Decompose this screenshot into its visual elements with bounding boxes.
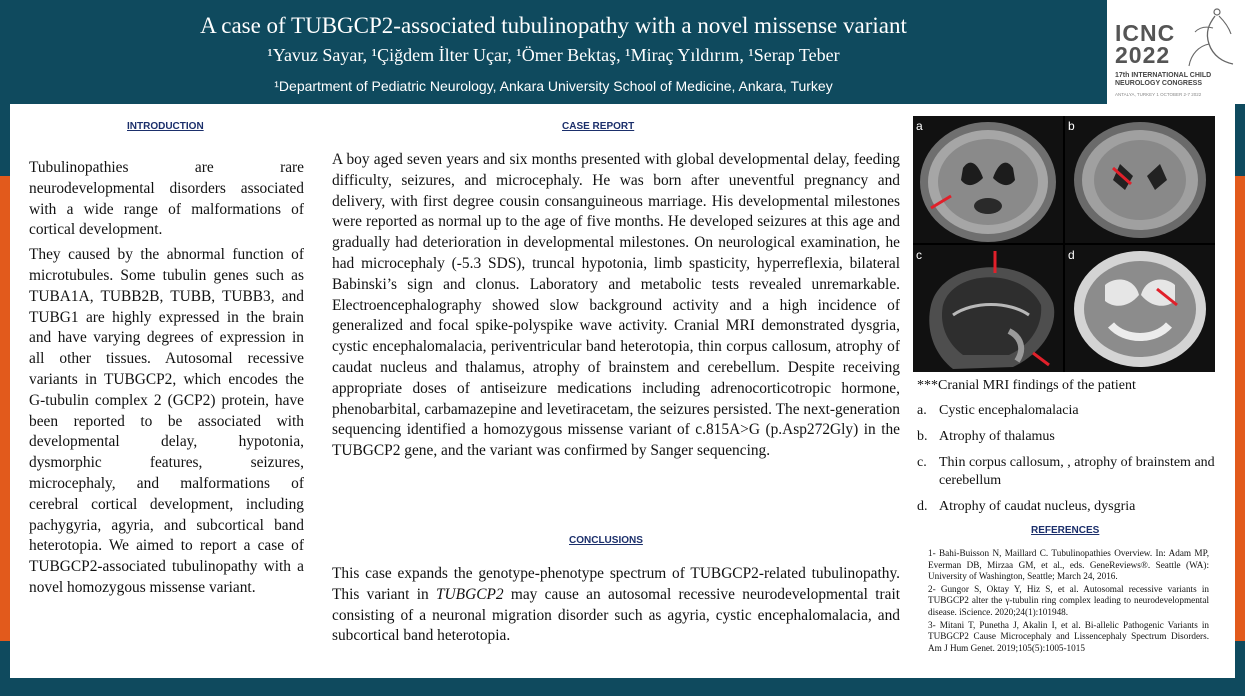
reference-item: 2- Gungor S, Oktay Y, Hiz S, et al. Autosomal recessive variants in TUBGCP2 alter the γ-tubulin ring complex leading to neurodevelopmental disease. iScience. 2020;24(1):101948. — [928, 583, 1209, 617]
affiliation: ¹Department of Pediatric Neurology, Ankara University School of Medicine, Ankara, Turkey — [274, 78, 833, 94]
references-heading: REFERENCES — [1031, 525, 1100, 536]
conclusions-text — [332, 564, 900, 647]
introduction-paragraph-1: Tubulinopathies are rare neurodevelopmental disorders associated with a wide range of malformations of cortical development. — [29, 159, 304, 239]
finding-c: c. Thin corpus callosum, , atrophy of brainstem and cerebellum — [917, 455, 1215, 488]
poster-body — [10, 104, 1235, 678]
panel-label-a: a — [916, 119, 923, 133]
introduction-text — [29, 158, 304, 599]
finding-a: a. Cystic encephalomalacia — [917, 403, 1079, 418]
introduction-paragraph-2: They caused by the abnormal function of microtubules. Some tubulin genes such as TUBA1A, TUBB2B, TUBB, TUBB3, and TUBG1 are highly expressed in the brain and have varying degrees of expression in all other tissues. Autosomal recessive variants in TUBGCP2, which encodes the G-tubulin complex 2 (GCP2) protein, have been reported to be associated with developmental delay, hypotonia, dysmorphic features, seizures, microcephaly, and malformations of cerebral cortical development, including pachygyria, agyria, and subcortical band heterotopia. We aimed to report a case of TUBGCP2-associated tubulinopathy with a novel homozygous missense variant. — [29, 246, 304, 596]
logo-location: ANTALYA, TURKEY 1 OCTOBER 2-7 2022 — [1115, 92, 1202, 97]
accent-bar-right — [1235, 176, 1245, 641]
introduction-heading: INTRODUCTION — [127, 121, 204, 132]
mri-figure — [913, 116, 1215, 372]
dancer-icon — [1179, 4, 1239, 70]
author-list: ¹Yavuz Sayar, ¹Çiğdem İlter Uçar, ¹Ömer Bektaş, ¹Miraç Yıldırım, ¹Serap Teber — [267, 45, 840, 65]
conclusions-paragraph: This case expands the genotype-phenotype spectrum of TUBGCP2-related tubulinopathy. This variant in TUBGCP2 may cause an autosomal recessive neurodevelopmental trait consisting of a neuronal migration disorder such as agyria, cystic encephalomalacia, and subcortical band heterotopia. — [332, 565, 901, 645]
finding-d: d. Atrophy of caudat nucleus, dysgria — [917, 499, 1136, 514]
logo-wordmark: ICNC 2022 — [1115, 20, 1176, 68]
accent-bar-left — [0, 176, 10, 641]
conclusions-heading: CONCLUSIONS — [569, 535, 643, 546]
references-list — [928, 548, 1209, 655]
mri-panel-b — [1065, 116, 1215, 243]
logo-subtitle: 17th INTERNATIONAL CHILD NEUROLOGY CONGRESS — [1115, 72, 1212, 87]
congress-logo — [1107, 0, 1245, 104]
poster-header — [0, 0, 1107, 104]
mri-findings-list — [917, 402, 1217, 524]
reference-item: 3- Mitani T, Punetha J, Akalin I, et al. Bi-allelic Pathogenic Variants in TUBGCP2 Cause Microcephaly and Lissencephaly Spectrum Disorders. Am J Hum Genet. 2019;105(5):1005-1015 — [928, 619, 1209, 653]
mri-panel-c — [913, 245, 1063, 372]
panel-label-d: d — [1068, 248, 1075, 262]
panel-label-b: b — [1068, 119, 1075, 133]
mri-panel-a — [913, 116, 1063, 243]
reference-item: 1- Bahi-Buisson N, Maillard C. Tubulinopathies Overview. In: Adam MP, Everman DB, Mirzaa GM, et al., eds. GeneReviews®. Seattle (WA): University of Washington, Seattle; March 24, 2016. — [928, 548, 1209, 582]
case-report-paragraph: A boy aged seven years and six months presented with global developmental delay, feeding difficulty, seizures, and microcephaly. He was born after uneventful pregnancy and delivery, with first degree cousin consanguineous marriage. His developmental milestones were reported as normal up to the age of five months. He developed seizures at this age and gradually had deterioration in developmental milestones. On neurological examination, he had microcephaly (-5.3 SDS), truncal hypotonia, limb spasticity, hyperreflexia, bilateral Babinski’s sign and clonus. Laboratory and metabolic tests revealed unremarkable. Electroencephalography showed slow background activity and a high incidence of generalized and focal spike-polyspike wave activity. Cranial MRI demonstrated dysgria, cystic encephalomalacia, periventricular band heterotopia, thin corpus callosum, atrophy of caudat nucleus and thalamus, atrophy of brainstem and cerebellum. Despite receiving appropriate doses of antiseizure medications including adrenocorticotropic hormone, phenobarbital, carbamazepine and levetiracetam, the seizures persisted. The next-generation sequencing identified a homozygous missense variant of c.815A>G (p.Asp272Gly) in the TUBGCP2 gene, and the variant was confirmed by Sanger sequencing. — [332, 151, 900, 460]
panel-label-c: c — [916, 248, 922, 262]
case-report-heading: CASE REPORT — [562, 121, 635, 132]
finding-b: b. Atrophy of thalamus — [917, 429, 1055, 444]
mri-caption: ***Cranial MRI findings of the patient — [917, 378, 1136, 393]
gene-name: TUBGCP2 — [436, 585, 504, 603]
poster-title: A case of TUBGCP2-associated tubulinopathy with a novel missense variant — [200, 13, 907, 38]
mri-panel-d — [1065, 245, 1215, 372]
case-report-text — [332, 150, 900, 462]
